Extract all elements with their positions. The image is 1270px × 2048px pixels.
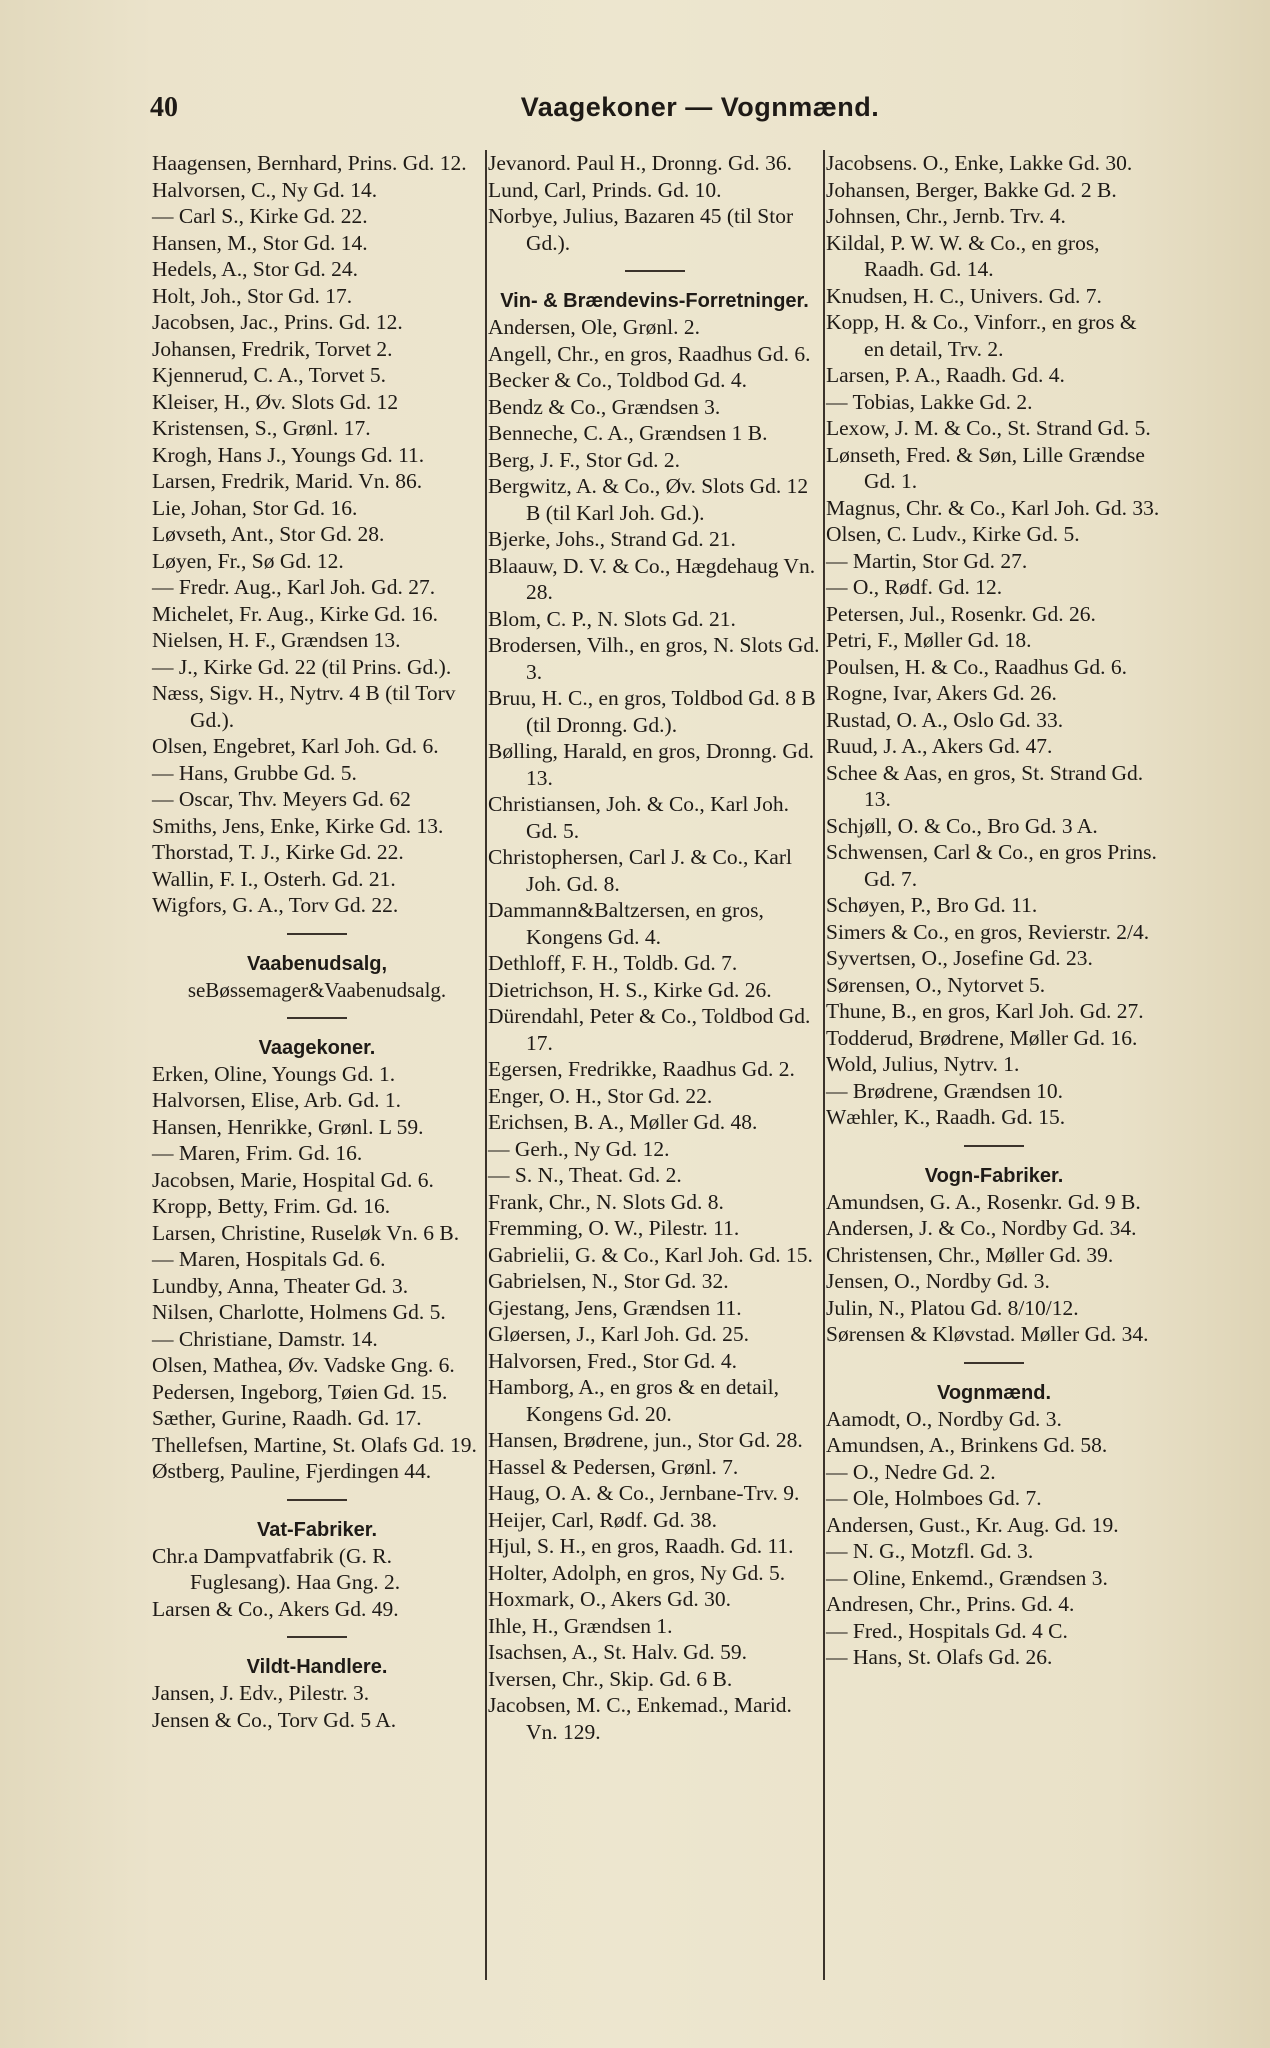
directory-entry: Erken, Oline, Youngs Gd. 1. <box>152 1061 396 1086</box>
directory-entry: — Hans, Grubbe Gd. 5. <box>152 760 357 785</box>
directory-entry: Schøyen, P., Bro Gd. 11. <box>826 893 1038 917</box>
directory-entry: Johnsen, Chr., Jernb. Trv. 4. <box>826 204 1066 228</box>
directory-entry: Angell, Chr., en gros, Raadhus Gd. 6. <box>488 341 811 366</box>
directory-entry: Schee & Aas, en gros, St. Strand Gd. 13. <box>826 760 1144 811</box>
directory-entry: Løvseth, Ant., Stor Gd. 28. <box>152 522 385 546</box>
directory-entry: Olsen, Mathea, Øv. Vadske Gng. 6. <box>152 1353 455 1377</box>
directory-entry: — Hans, St. Olafs Gd. 26. <box>826 1645 1053 1669</box>
directory-entry: Dammann&Baltzersen, en gros, Kongens Gd. 4. <box>488 898 764 949</box>
directory-entry: Hansen, M., Stor Gd. 14. <box>152 230 368 255</box>
directory-entry: Julin, N., Platou Gd. 8/10/12. <box>826 1295 1079 1320</box>
directory-entry: Haug, O. A. & Co., Jernbane-Trv. 9. <box>488 1481 800 1505</box>
directory-entry: Bendz & Co., Grændsen 3. <box>488 394 721 419</box>
section-heading: Vildt-Handlere. <box>246 1656 388 1678</box>
directory-entry: Benneche, C. A., Grændsen 1 B. <box>488 421 768 445</box>
directory-entry: Larsen, Fredrik, Marid. Vn. 86. <box>152 469 423 493</box>
directory-entry: Petri, F., Møller Gd. 18. <box>826 628 1032 652</box>
directory-entry: Petersen, Jul., Rosenkr. Gd. 26. <box>826 601 1096 626</box>
directory-entry: Magnus, Chr. & Co., Karl Joh. Gd. 33. <box>826 495 1160 520</box>
directory-entry: Larsen, Christine, Ruseløk Vn. 6 B. <box>152 1220 460 1245</box>
directory-entry: Kristensen, S., Grønl. 17. <box>152 416 371 440</box>
directory-entry: Ihle, H., Grændsen 1. <box>488 1613 673 1638</box>
directory-entry: Todderud, Brødrene, Møller Gd. 16. <box>826 1025 1138 1050</box>
directory-entry: Hassel & Pedersen, Grønl. 7. <box>488 1454 739 1479</box>
directory-entry: Bølling, Harald, en gros, Dronng. Gd. 13. <box>488 739 815 790</box>
directory-entry: Halvorsen, Elise, Arb. Gd. 1. <box>152 1088 402 1112</box>
directory-entry: Gabrielsen, N., Stor Gd. 32. <box>488 1269 729 1293</box>
directory-entry: Thune, B., en gros, Karl Joh. Gd. 27. <box>826 999 1144 1023</box>
directory-entry: Kjennerud, C. A., Torvet 5. <box>152 363 386 387</box>
section-heading: Vaabenudsalg, <box>246 952 388 975</box>
directory-entry: Schjøll, O. & Co., Bro Gd. 3 A. <box>826 813 1098 838</box>
directory-entry: Blaauw, D. V. & Co., Hægdehaug Vn. 28. <box>488 553 816 604</box>
directory-entry: — O., Rødf. Gd. 12. <box>826 575 1003 599</box>
directory-entry: Wallin, F. I., Osterh. Gd. 21. <box>152 866 396 891</box>
directory-entry: Hoxmark, O., Akers Gd. 30. <box>488 1587 732 1611</box>
directory-entry: — N. G., Motzfl. Gd. 3. <box>826 1539 1034 1563</box>
directory-entry: Smiths, Jens, Enke, Kirke Gd. 13. <box>152 813 444 838</box>
directory-entry: Wold, Julius, Nytrv. 1. <box>826 1052 1020 1076</box>
directory-entry: Frank, Chr., N. Slots Gd. 8. <box>488 1189 724 1214</box>
directory-entry: Aamodt, O., Nordby Gd. 3. <box>826 1406 1062 1431</box>
directory-entry: Knudsen, H. C., Univers. Gd. 7. <box>826 283 1102 308</box>
section-heading: Vin- & Brændevins-Forretninger. <box>500 290 809 312</box>
directory-entry: — Oscar, Thv. Meyers Gd. 62 <box>152 787 411 811</box>
directory-entry: Blom, C. P., N. Slots Gd. 21. <box>488 606 736 631</box>
directory-entry: Christiansen, Joh. & Co., Karl Joh. Gd. 5. <box>488 792 789 843</box>
section-divider <box>287 933 347 935</box>
column-2 <box>488 150 821 1745</box>
page-number: 40 <box>150 92 178 123</box>
section-heading: Vognmænd. <box>936 1381 1052 1404</box>
directory-entry: Thorstad, T. J., Kirke Gd. 22. <box>152 840 404 864</box>
directory-entry: Rustad, O. A., Oslo Gd. 33. <box>826 707 1064 732</box>
directory-entry: — Maren, Frim. Gd. 16. <box>152 1141 363 1165</box>
directory-entry: Kleiser, H., Øv. Slots Gd. 12 <box>152 389 399 414</box>
directory-entry: Syvertsen, O., Josefine Gd. 23. <box>826 946 1093 970</box>
directory-entry: Christophersen, Carl J. & Co., Karl Joh. Gd. 8. <box>488 845 792 896</box>
directory-entry: Sørensen & Kløvstad. Møller Gd. 34. <box>826 1322 1149 1346</box>
section-divider <box>287 1499 347 1501</box>
directory-entry: — Brødrene, Grændsen 10. <box>826 1078 1064 1103</box>
directory-entry: Hansen, Brødrene, jun., Stor Gd. 28. <box>488 1428 803 1452</box>
directory-entry: Bergwitz, A. & Co., Øv. Slots Gd. 12 B (til Karl Joh. Gd.). <box>488 474 809 525</box>
directory-entry: — Christiane, Damstr. 14. <box>152 1326 378 1351</box>
directory-entry: Poulsen, H. & Co., Raadhus Gd. 6. <box>826 654 1127 679</box>
directory-entry: Lundby, Anna, Theater Gd. 3. <box>152 1273 409 1298</box>
directory-entry: Dietrichson, H. S., Kirke Gd. 26. <box>488 977 772 1002</box>
directory-entry: Bruu, H. C., en gros, Toldbod Gd. 8 B (til Dronng. Gd.). <box>488 686 816 737</box>
directory-entry: Andersen, Ole, Grønl. 2. <box>488 315 700 339</box>
directory-entry: Amundsen, G. A., Rosenkr. Gd. 9 B. <box>826 1189 1141 1214</box>
directory-entry: — Oline, Enkemd., Grændsen 3. <box>826 1565 1108 1590</box>
directory-entry: Iversen, Chr., Skip. Gd. 6 B. <box>488 1666 733 1691</box>
directory-entry: Kopp, H. & Co., Vinforr., en gros & en detail, Trv. 2. <box>826 310 1137 361</box>
directory-entry: Jensen, O., Nordby Gd. 3. <box>826 1269 1050 1293</box>
directory-entry: Chr.a Dampvatfabrik (G. R. Fuglesang). Haa Gng. 2. <box>152 1543 401 1594</box>
section-note: seBøssemager&Vaabenudsalg. <box>187 977 447 1002</box>
directory-entry: — Maren, Hospitals Gd. 6. <box>152 1247 386 1271</box>
column-rule <box>485 150 487 1980</box>
directory-entry: Kropp, Betty, Frim. Gd. 16. <box>152 1194 391 1218</box>
section-divider <box>287 1636 347 1638</box>
directory-entry: Lønseth, Fred. & Søn, Lille Grændse Gd. 1. <box>826 442 1145 493</box>
directory-entry: Hedels, A., Stor Gd. 24. <box>152 257 359 281</box>
directory-entry: Pedersen, Ingeborg, Tøien Gd. 15. <box>152 1379 448 1404</box>
directory-entry: Andresen, Chr., Prins. Gd. 4. <box>826 1592 1075 1616</box>
directory-entry: Østberg, Pauline, Fjerdingen 44. <box>152 1459 432 1483</box>
directory-entry: Gløersen, J., Karl Joh. Gd. 25. <box>488 1322 749 1346</box>
directory-entry: Haagensen, Bernhard, Prins. Gd. 12. <box>152 151 467 175</box>
directory-entry: Jacobsens. O., Enke, Lakke Gd. 30. <box>826 151 1133 175</box>
directory-entry: Larsen & Co., Akers Gd. 49. <box>152 1596 399 1621</box>
section-divider <box>964 1362 1024 1364</box>
directory-entry: Krogh, Hans J., Youngs Gd. 11. <box>152 442 425 467</box>
section-divider <box>287 1017 347 1019</box>
directory-entry: Thellefsen, Martine, St. Olafs Gd. 19. <box>152 1432 477 1457</box>
directory-entry: Hansen, Henrikke, Grønl. L 59. <box>152 1114 424 1139</box>
directory-entry: Lund, Carl, Prinds. Gd. 10. <box>488 177 722 202</box>
directory-entry: — Tobias, Lakke Gd. 2. <box>826 389 1033 414</box>
section-divider <box>625 270 685 272</box>
section-heading: Vat-Fabriker. <box>256 1518 378 1541</box>
directory-entry: Jevanord. Paul H., Dronng. Gd. 36. <box>488 151 792 175</box>
directory-entry: Kildal, P. W. W. & Co., en gros, Raadh. Gd. 14. <box>826 230 1100 281</box>
directory-entry: Enger, O. H., Stor Gd. 22. <box>488 1083 713 1108</box>
directory-entry: Holt, Joh., Stor Gd. 17. <box>152 283 353 308</box>
directory-entry: Jacobsen, Marie, Hospital Gd. 6. <box>152 1167 434 1192</box>
directory-entry: Lie, Johan, Stor Gd. 16. <box>152 495 358 520</box>
directory-entry: Gjestang, Jens, Grændsen 11. <box>488 1295 742 1320</box>
column-3 <box>826 150 1162 1671</box>
directory-entry: Halvorsen, Fred., Stor Gd. 4. <box>488 1348 738 1373</box>
directory-entry: Andersen, J. & Co., Nordby Gd. 34. <box>826 1216 1137 1240</box>
directory-entry: Halvorsen, C., Ny Gd. 14. <box>152 177 378 202</box>
directory-entry: Nielsen, H. F., Grændsen 13. <box>152 628 401 652</box>
directory-entry: Næss, Sigv. H., Nytrv. 4 B (til Torv Gd.). <box>152 681 456 732</box>
directory-entry: Jacobsen, Jac., Prins. Gd. 12. <box>152 310 403 334</box>
directory-entry: Løyen, Fr., Sø Gd. 12. <box>152 548 344 573</box>
directory-entry: Berg, J. F., Stor Gd. 2. <box>488 447 680 472</box>
directory-entry: — O., Nedre Gd. 2. <box>826 1459 996 1484</box>
directory-entry: — Fredr. Aug., Karl Joh. Gd. 27. <box>152 575 436 599</box>
directory-entry: Hjul, S. H., en gros, Raadh. Gd. 11. <box>488 1534 794 1558</box>
directory-entry: Wigfors, G. A., Torv Gd. 22. <box>152 893 399 917</box>
directory-entry: Christensen, Chr., Møller Gd. 39. <box>826 1242 1114 1267</box>
directory-entry: Sørensen, O., Nytorvet 5. <box>826 972 1046 997</box>
directory-entry: — Gerh., Ny Gd. 12. <box>488 1136 670 1161</box>
directory-entry: — Carl S., Kirke Gd. 22. <box>152 204 368 228</box>
directory-entry: Fremming, O. W., Pilestr. 11. <box>488 1216 740 1240</box>
directory-entry: Olsen, C. Ludv., Kirke Gd. 5. <box>826 522 1080 546</box>
directory-entry: Heijer, Carl, Rødf. Gd. 38. <box>488 1507 718 1532</box>
directory-entry: Michelet, Fr. Aug., Kirke Gd. 16. <box>152 601 439 626</box>
directory-entry: Holter, Adolph, en gros, Ny Gd. 5. <box>488 1560 786 1585</box>
running-title: Vaagekoner — Vognmænd. <box>520 92 880 122</box>
directory-entry: Egersen, Fredrikke, Raadhus Gd. 2. <box>488 1057 795 1081</box>
directory-entry: — Ole, Holmboes Gd. 7. <box>826 1486 1042 1510</box>
directory-entry: Amundsen, A., Brinkens Gd. 58. <box>826 1433 1108 1457</box>
directory-entry: Larsen, P. A., Raadh. Gd. 4. <box>826 363 1065 387</box>
directory-entry: Johansen, Fredrik, Torvet 2. <box>152 336 393 361</box>
directory-entry: Wæhler, K., Raadh. Gd. 15. <box>826 1105 1066 1129</box>
section-divider <box>964 1145 1024 1147</box>
directory-entry: Jensen & Co., Torv Gd. 5 A. <box>152 1707 397 1732</box>
directory-entry: — J., Kirke Gd. 22 (til Prins. Gd.). <box>152 654 452 679</box>
section-heading: Vogn-Fabriker. <box>924 1164 1064 1187</box>
section-heading: Vaagekoner. <box>258 1036 376 1059</box>
directory-entry: Schwensen, Carl & Co., en gros Prins. Gd. 7. <box>826 840 1157 891</box>
directory-entry: Sæther, Gurine, Raadh. Gd. 17. <box>152 1406 422 1430</box>
directory-entry: Dethloff, F. H., Toldb. Gd. 7. <box>488 951 738 975</box>
directory-entry: Ruud, J. A., Akers Gd. 47. <box>826 734 1053 758</box>
directory-entry: — S. N., Theat. Gd. 2. <box>488 1163 682 1187</box>
directory-entry: Jansen, J. Edv., Pilestr. 3. <box>152 1681 370 1705</box>
directory-entry: Rogne, Ivar, Akers Gd. 26. <box>826 681 1057 705</box>
directory-entry: Johansen, Berger, Bakke Gd. 2 B. <box>826 177 1117 202</box>
directory-entry: Hamborg, A., en gros & en detail, Kongens Gd. 20. <box>488 1375 779 1426</box>
directory-entry: Jacobsen, M. C., Enkemad., Marid. Vn. 129. <box>488 1693 792 1744</box>
directory-entry: Olsen, Engebret, Karl Joh. Gd. 6. <box>152 734 439 758</box>
directory-entry: — Fred., Hospitals Gd. 4 C. <box>826 1618 1068 1643</box>
column-rule <box>823 150 825 1980</box>
directory-entry: Andersen, Gust., Kr. Aug. Gd. 19. <box>826 1512 1119 1537</box>
directory-entry: Gabrielii, G. & Co., Karl Joh. Gd. 15. <box>488 1242 813 1267</box>
directory-entry: Nilsen, Charlotte, Holmens Gd. 5. <box>152 1300 446 1324</box>
directory-entry: Lexow, J. M. & Co., St. Strand Gd. 5. <box>826 416 1151 440</box>
directory-entry: Bjerke, Johs., Strand Gd. 21. <box>488 527 736 551</box>
directory-entry: Simers & Co., en gros, Revierstr. 2/4. <box>826 919 1150 944</box>
directory-entry: Norbye, Julius, Bazaren 45 (til Stor Gd.). <box>488 204 794 255</box>
directory-entry: Isachsen, A., St. Halv. Gd. 59. <box>488 1640 747 1664</box>
directory-entry: Becker & Co., Toldbod Gd. 4. <box>488 368 748 392</box>
directory-entry: Erichsen, B. A., Møller Gd. 48. <box>488 1110 758 1134</box>
directory-entry: — Martin, Stor Gd. 27. <box>826 548 1028 573</box>
directory-entry: Dürendahl, Peter & Co., Toldbod Gd. 17. <box>488 1004 811 1055</box>
column-1 <box>152 150 482 1733</box>
directory-entry: Brodersen, Vilh., en gros, N. Slots Gd. 3. <box>488 633 820 684</box>
